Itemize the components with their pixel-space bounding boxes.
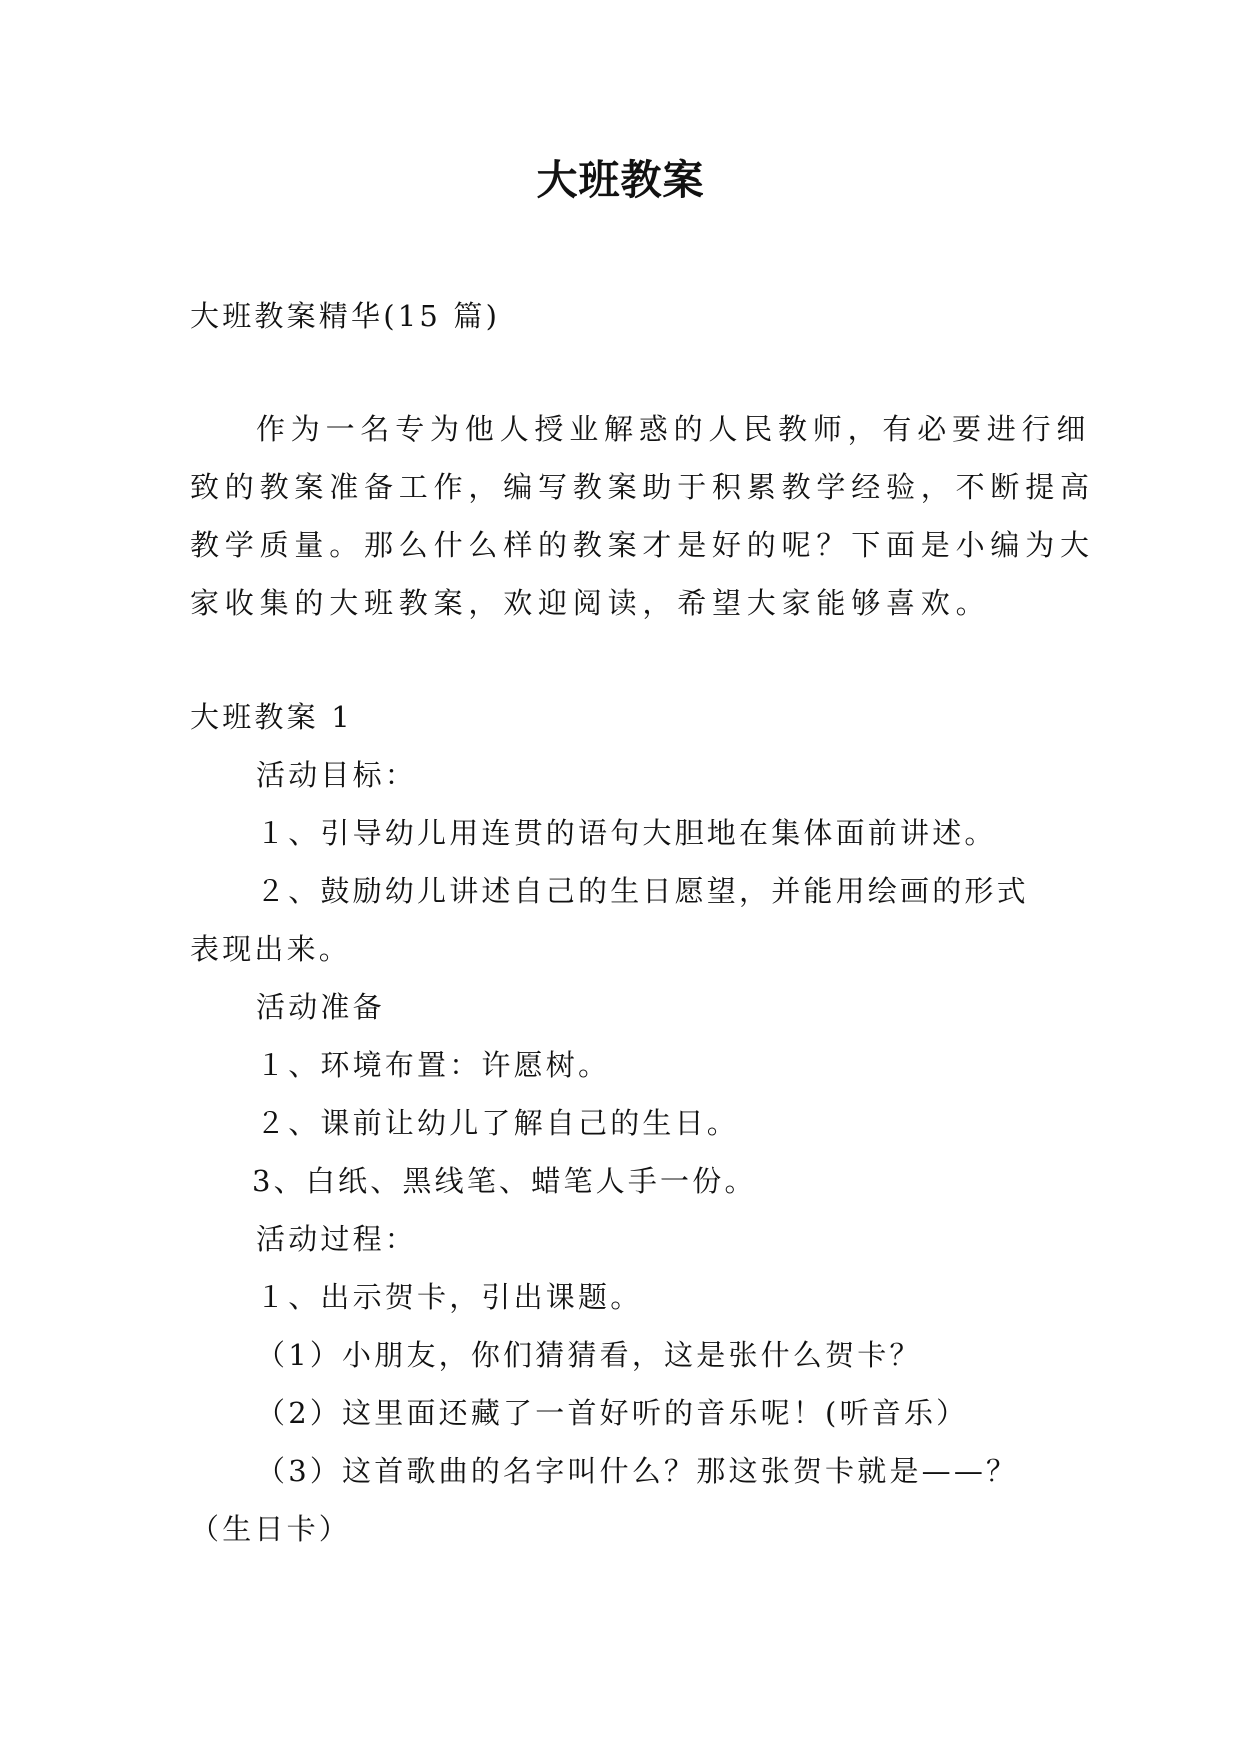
process-heading: 活动过程： [256,1222,418,1256]
goal-item-1: １、引导幼儿用连贯的语句大胆地在集体面前讲述。 [256,816,997,850]
section-heading: 大班教案 1 [190,700,353,734]
prep-heading: 活动准备 [256,990,385,1024]
goal-item-2-continued: 表现出来。 [190,932,352,966]
intro-line-1: 作为一名专为他人授业解惑的人民教师，有必要进行细 [256,412,1092,446]
intro-line-4: 家收集的大班教案，欢迎阅读，希望大家能够喜欢。 [190,586,991,620]
document-title: 大班教案 [536,156,705,204]
goal-item-2: ２、鼓励幼儿讲述自己的生日愿望，并能用绘画的形式 [256,874,1029,908]
goals-heading: 活动目标： [256,758,418,792]
process-item-1: １、出示贺卡，引出课题。 [256,1280,643,1314]
question-1: （1）小朋友，你们猜猜看，这是张什么贺卡？ [256,1338,922,1372]
intro-line-3: 教学质量。那么什么样的教案才是好的呢？下面是小编为大 [190,528,1095,562]
intro-line-2: 致的教案准备工作，编写教案助于积累教学经验，不断提高 [190,470,1095,504]
question-2: （2）这里面还藏了一首好听的音乐呢！(听音乐） [256,1396,969,1430]
question-3-answer: （生日卡） [190,1512,352,1546]
prep-item-1: １、环境布置：许愿树。 [256,1048,611,1082]
question-3: （3）这首歌曲的名字叫什么？那这张贺卡就是——？ [256,1454,1019,1488]
document-subtitle: 大班教案精华(15 篇) [190,299,501,333]
prep-item-2: ２、课前让幼儿了解自己的生日。 [256,1106,740,1140]
prep-item-3: 3、白纸、黑线笔、蜡笔人手一份。 [252,1164,757,1198]
